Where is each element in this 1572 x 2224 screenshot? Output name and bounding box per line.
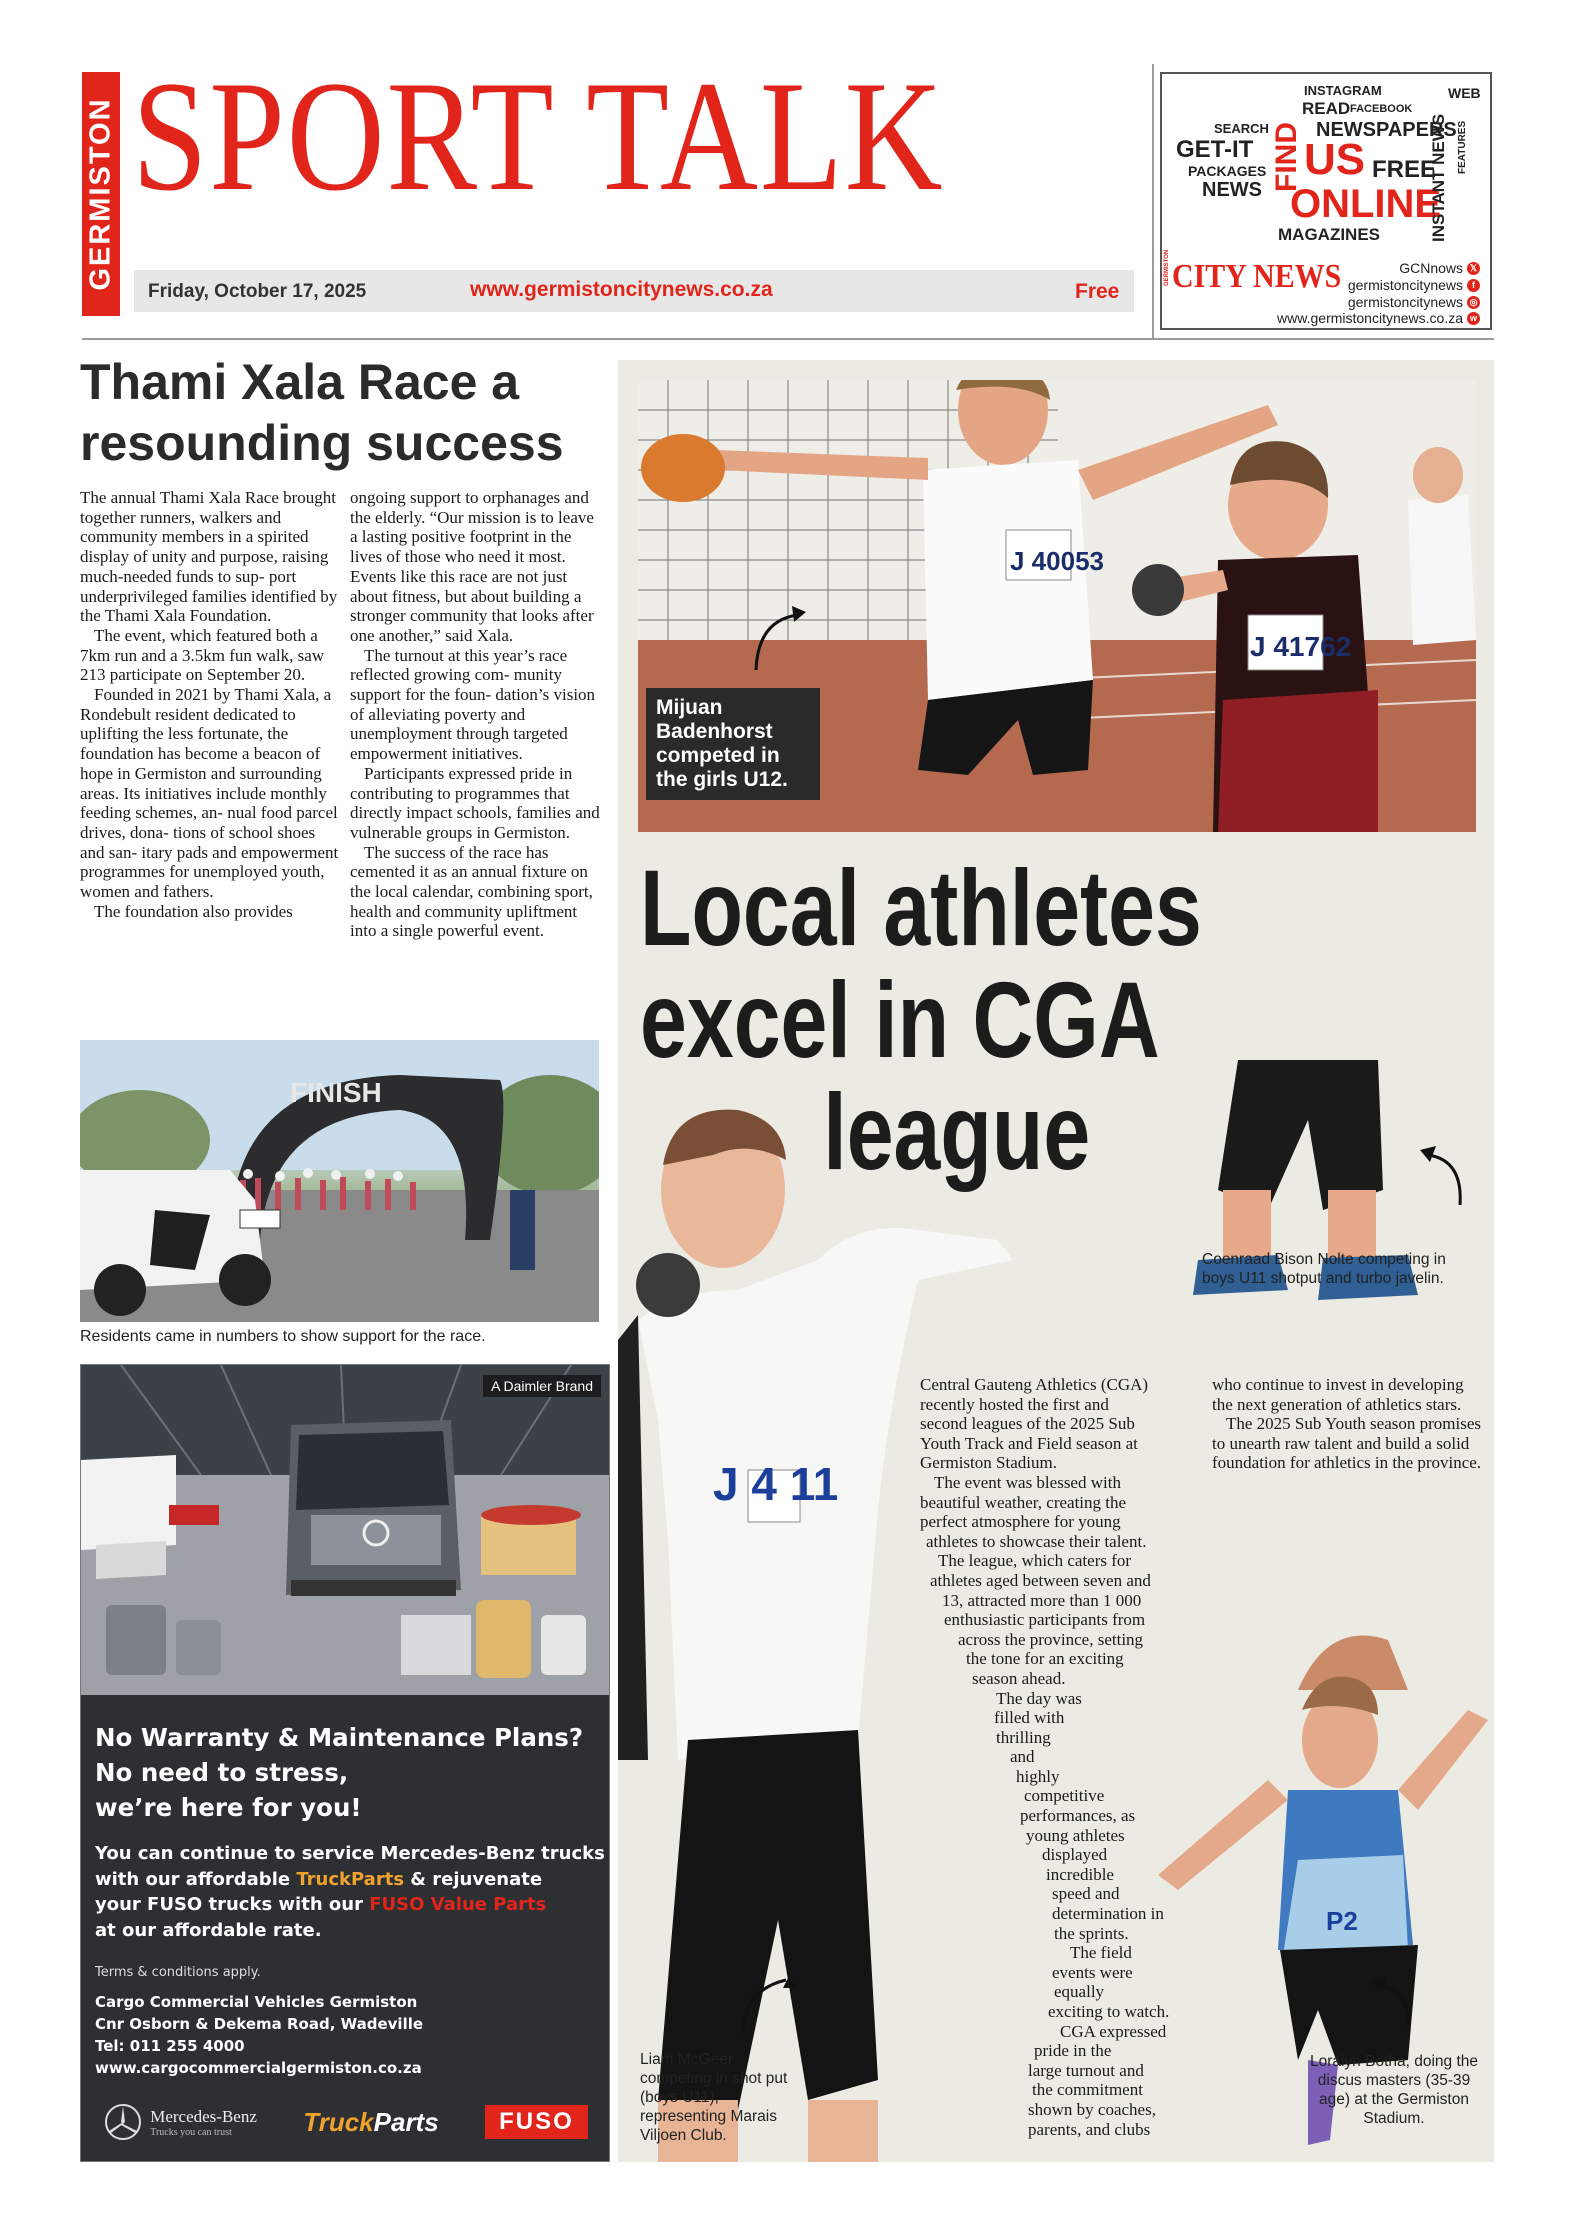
feature-text-line: incredible [1046,1864,1114,1884]
ad-headline-line: No need to stress, [95,1758,349,1787]
ad-body-text: your FUSO trucks with our [95,1894,370,1915]
feature-text-line: speed and [1052,1884,1120,1904]
feature-text-line: the commitment [1032,2080,1143,2100]
liam-caption: Liam McGeer competing in shot put (boys U11), representing Marais Viljoen Club. [640,2051,788,2144]
article-column-2 [350,488,600,1024]
ad-body [95,1841,605,1943]
promo-word-find: FIND [1270,122,1303,192]
mijuan-caption: Mijuan Badenhorst competed in the girls U12. [646,688,820,800]
promo-word-instant-news: INSTANT NEWS [1429,113,1448,242]
feature-text-line: thrilling [996,1727,1051,1747]
ad-headline-line: we’re here for you! [95,1793,362,1822]
article-paragraph: ongoing support to orphanages and the elderly. “Our mission is to leave a lasting positive footprint in the lives of those who need it most. Events like this race are not just about fitness, but about building a stronger community that looks after one another,” said Xala. [350,488,594,645]
bib-coenraad: J 41762 [1250,631,1352,662]
feature-text-line: second leagues of the 2025 Sub [920,1414,1135,1434]
promo-word-get-it: GET-IT [1176,136,1254,163]
article-paragraph: Participants expressed pride in contributing to programmes that directly impact schools, families and vulnerable groups in Germiston. [350,763,600,842]
social-x-handle: GCNnows [1399,260,1463,276]
feature-text-line: large turnout and [1028,2060,1144,2080]
promo-word-us: US [1304,135,1366,184]
ad-headline [95,1720,583,1825]
feature-text-line: filled with [994,1708,1065,1728]
article-paragraph: The annual Thami Xala Race brought together runners, walkers and community members in a spirited display of unity and purpose, raising much-needed funds to sup- port underprivileged families identified by the Thami Xala Foundation. [80,488,338,626]
social-x[interactable] [1399,260,1480,276]
feature-text-line: parents, and clubs [1028,2119,1151,2139]
feature-text-line: and [1010,1747,1035,1767]
finish-line-photo [80,1040,599,1322]
feature-text-line: competitive [1024,1786,1105,1806]
feature-text-line: the tone for an exciting [966,1649,1124,1669]
feature-column-2 [1212,1375,1484,1473]
coenraad-caption: Coenraad Bison Nolte competing in boys U11 shotput and turbo javelin. [1202,1251,1446,1287]
feature-text-line: displayed [1042,1845,1108,1865]
feature-text-line: enthusiastic participants from [944,1610,1146,1630]
mercedes-benz-tagline: Trucks you can trust [150,2126,232,2138]
truckparts-highlight: TruckParts [296,1868,405,1890]
feature-text-line: shown by coaches, [1028,2099,1156,2119]
dealer-website[interactable]: www.cargocommercialgermiston.co.za [95,2059,422,2077]
social-web-url: www.germistoncitynews.co.za [1277,310,1463,326]
dealer-name: Cargo Commercial Vehicles Germiston [95,1993,418,2011]
truckparts-logo-a: Truck [303,2106,374,2137]
promo-word-magazines: MAGAZINES [1278,225,1380,244]
feature-text-line: perfect atmosphere for young [920,1512,1121,1532]
feature-text-line: Central Gauteng Athletics (CGA) [920,1375,1149,1394]
ad-headline-line: No Warranty & Maintenance Plans? [95,1723,584,1752]
ad-body-line: at our affordable rate. [95,1919,322,1941]
feature-text-line: athletes aged between seven and [930,1570,1151,1590]
loralyn-caption: Loralyn Botha, doing the discus masters (35-39 age) at the Germiston Stadium. [1309,2053,1479,2127]
article-headline: Thami Xala Race a resounding success [80,354,564,471]
daimler-brand-tag: A Daimler Brand [483,1375,601,1397]
finish-photo-caption: Residents came in numbers to show support for the race. [80,1328,486,1345]
promo-word-features: FEATURES [1457,120,1468,174]
issue-date: Friday, October 17, 2025 [148,281,367,302]
ad-contact-block [95,1991,423,2079]
promo-box [1160,72,1492,330]
ad-body-text: & rejuvenate [404,1868,543,1890]
bib-loralyn: P2 [1326,1906,1358,1936]
ad-body-line [95,1892,605,1918]
ad-body-line [95,1867,605,1893]
feature-column-1 [920,1375,1192,2139]
social-instagram-handle: germistoncitynews [1347,294,1463,310]
ad-logo-strip [81,2081,610,2162]
mercedes-star-icon [104,2103,142,2141]
feature-text-line: events were [1052,1962,1133,1982]
city-news-logo: CITY NEWS [1172,258,1342,295]
fuso-value-parts-highlight: FUSO Value Parts [369,1894,547,1915]
dealer-phone[interactable]: Tel: 011 255 4000 [95,2037,245,2055]
promo-word-web: WEB [1448,85,1481,101]
website-link[interactable]: www.germistoncitynews.co.za [470,278,773,301]
feature-text-line: The event was blessed with [934,1472,1121,1492]
article-paragraph: The event, which featured both a 7km run and a 3.5km fun walk, saw 213 participate on September 20. [80,625,325,685]
fuso-logo: FUSO [485,2105,588,2139]
promo-word-facebook: FACEBOOK [1350,103,1413,115]
promo-word-free: FREE [1372,156,1437,183]
article-paragraph: The success of the race has cemented it as an annual fixture on the local calendar, combining sport, health and community upliftment into a single powerful event. [350,842,593,941]
promo-word-search: SEARCH [1214,121,1269,136]
promo-word-instagram: INSTAGRAM [1304,83,1382,98]
feature-text-line: 13, attracted more than 1 000 [942,1590,1142,1610]
article-paragraph: The foundation also provides [94,901,293,921]
feature-text-line: highly [1016,1766,1060,1786]
feature-text-line: the sprints. [1054,1923,1129,1943]
price-label: Free [1075,280,1120,303]
ad-body-text: with our affordable [95,1868,297,1890]
feature-headline-line: Local athletes [640,847,1202,968]
feature-headline [640,847,1248,1192]
ad-terms: Terms & conditions apply. [95,1965,261,1980]
masthead-divider [1152,64,1154,340]
truck-showroom-photo [81,1365,610,1695]
feature-paragraph: who continue to invest in developing the next generation of athletics stars. [1212,1375,1464,1414]
feature-text-line: across the province, setting [958,1629,1144,1649]
truckparts-logo [303,2107,438,2138]
article-paragraph: Founded in 2021 by Thami Xala, a Rondebult resident dedicated to uplifting the less fortunate, the foundation has become a beacon of hope in Germiston and surrounding areas. Its initiatives include monthly feeding schemes, an- nual food parcel drives, dona- tions of school shoes and san- itary pads and empowerment programmes for unemployed youth, women and fathers. [80,685,339,902]
feature-text-line: season ahead. [972,1668,1066,1688]
truck-illustration [81,1365,610,1695]
advertisement[interactable] [80,1364,610,2162]
bib-mijuan: J 40053 [1010,546,1104,576]
social-web[interactable] [1277,310,1480,326]
feature-paragraph: The 2025 Sub Youth season promises to unearth raw talent and build a solid foundation for athletics in the province. [1212,1414,1482,1473]
feature-text-line: The field [1070,1943,1132,1963]
feature-text-line: determination in [1052,1904,1164,1924]
feature-text-line: Germiston Stadium. [920,1453,1057,1473]
promo-word-packages: PACKAGES [1188,163,1267,179]
masthead-side-label-text: GERMISTON [84,97,117,291]
finish-line-illustration [80,1040,599,1322]
feature-text-line: equally [1054,1982,1105,2002]
facebook-icon: f [1467,279,1480,292]
masthead-side-label [82,72,120,316]
masthead-title: SPORT TALK [132,49,945,224]
feature-text-line: pride in the [1034,2041,1112,2061]
finish-banner-text: FINISH [290,1077,382,1108]
social-instagram[interactable] [1348,294,1480,310]
feature-text-line: athletes to showcase their talent. [926,1531,1147,1551]
feature-headline-line: league [823,1071,1091,1192]
social-facebook[interactable] [1348,277,1480,293]
article-paragraph: The turnout at this year’s race reflected growing com- munity support for the foun- dation’s vision of alleviating poverty and unemployment through targeted empowerment initiatives. [350,645,596,764]
dealer-address: Cnr Osborn & Dekema Road, Wadeville [95,2015,424,2033]
mercedes-benz-name: Mercedes-Benz [150,2106,257,2126]
promo-word-read: READ [1302,99,1351,118]
feature-text-line: recently hosted the first and [920,1394,1109,1414]
city-news-logo-side: GERMISTON [1164,249,1170,286]
masthead-rule [82,338,1494,340]
feature-text-line: performances, as [1020,1806,1136,1826]
mercedes-benz-logo [104,2103,257,2141]
promo-word-newspapers: NEWSPAPERS [1316,119,1457,141]
feature-text-line: Youth Track and Field season at [920,1433,1138,1453]
feature-text-line: young athletes [1026,1825,1125,1845]
x-icon: 𝕏 [1467,262,1480,275]
web-icon: w [1467,312,1480,325]
promo-word-news: NEWS [1202,179,1262,201]
bib-liam: J 4 11 [713,1458,839,1510]
instagram-icon: ◎ [1467,296,1480,309]
feature-text-line: beautiful weather, creating the [920,1492,1127,1512]
feature-headline-line: excel in CGA [640,959,1160,1080]
feature-text-line: The day was [996,1688,1082,1708]
ad-body-line: You can continue to service Mercedes-Benz trucks [95,1843,605,1864]
feature-text-line: exciting to watch. [1048,2002,1170,2021]
feature-text-line: CGA expressed [1060,2021,1167,2041]
article-column-1 [80,488,342,1024]
social-facebook-handle: germistoncitynews [1347,277,1463,293]
truckparts-logo-b: Parts [373,2106,439,2137]
promo-word-online: ONLINE [1290,182,1442,226]
feature-text-line: The league, which caters for [938,1551,1132,1571]
